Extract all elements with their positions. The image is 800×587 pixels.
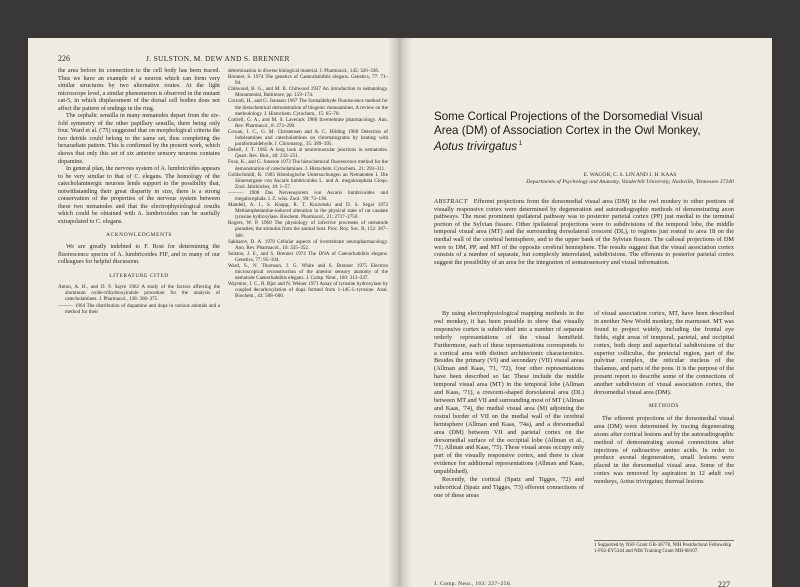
- literature-cited-heading: LITERATURE CITED: [109, 272, 169, 279]
- left-page-number: 226: [58, 54, 70, 63]
- body-paragraph: Recently, the cortical (Spatz and Tigges, '72) and subcortical (Spatz and Tigges, '73) efferent connections of one of these areas: [434, 476, 584, 499]
- author-block: [520, 172, 740, 186]
- reference: Fuxe, K., and G. Jonsson 1973 The histochemical fluorescence method for the demonstration of catecholamines. J. Histochem. Cytochem., 21: 293–311.: [228, 159, 388, 172]
- reference: determination in diverse biological material. J. Pharmacol., 145: 326–336.: [228, 68, 380, 74]
- reference: Ward, S., N. Thomson, J. G. White and S. Brenner 1975 Electron microscopical reconstruction of the anterior sensory anatomy of the nematode Caenorhabditis elegans. J. Comp. Neur., 160: 313–337.: [228, 263, 388, 282]
- right-page: [400, 38, 772, 587]
- left-running-head: J. SULSTON, M. DEW AND S. BRENNER: [146, 54, 290, 63]
- reference: Sakharov, D. A. 1970 Cellular aspects of invertebrate neuropharmacology. Ann. Rev. Pharmacol., 10: 335–352.: [228, 238, 388, 251]
- reference: Cowan, I. C., G. M. Christensen and A. C. Hilding 1968 Detection of indoleamines and catecholamines on chromatograms by heating with paraformaldehyde. J. Chromatog., 35: 389–395.: [228, 128, 388, 148]
- affiliation: Departments of Psychology and Anatomy, Vanderbilt University, Nashville, Tennessee 37240: [526, 179, 734, 185]
- body-paragraph: of visual association cortex, MT, have been described in another New World monkey, the marmoset. MT was found to project widely, including the frontal eye fields, eight areas of temporal, parietal, and occipital cortex, both deep and superficial subdivisions of the superior colliculus, the pretectal region, part of the pulvinar complex, the reticular nucleus of the thalamus, and parts of the pons. It is the purpose of the present report to describe some of the connections of another subdivision of visual association cortex, the dorsomedial visual area (DM).: [594, 310, 734, 397]
- body-paragraph: In general plan, the nervous system of A. lumbricoides appears to be very similar to that of C. elegans. The homology of the catecholaminergic neurons lends support to the possibility that, notwithstanding their great disparity in size, there is a strong conservation of the properties of the nervous system between these two nematodes and that the electrophysiological results which could be obtained with A. lumbricoides can be usefully extrapolated to C. elegans.: [58, 166, 220, 225]
- reference: Brenner, S. 1974 The genetics of Caenorhabditis elegans. Genetics, 77: 71–94.: [228, 74, 388, 87]
- right-column-2: [594, 310, 734, 486]
- reference: Debell, J. T. 1965 A long look at neuromuscular junctions in nematodes. Quart. Rev. Biol., 40: 233–251.: [228, 147, 388, 160]
- authors: E. WAGOR, C. S. LIN AND J. H. KAAS: [583, 172, 677, 178]
- acknowledgments-heading: ACKNOWLEDGMENTS: [106, 232, 172, 239]
- article-title-species: Aotus trivirgatus: [434, 139, 518, 153]
- article-title-main: Some Cortical Projections of the Dorsomedial Visual Area (DM) of Association Cortex in the Owl Monkey,: [434, 110, 703, 137]
- reference: Waymire, J. C., R. Bjur and N. Weiner 1971 Assay of tyrosine hydroxylase by coupled decarboxylation of dopa formed from 1-14C-L-tyrosine. Anal. Biochem., 43: 588–600.: [228, 281, 388, 300]
- left-column-2: [228, 68, 388, 300]
- reference: Chitwood, B. G., and M. B. Chitwood 1937 An introduction to nematology. Monumental, Baltimore, pp. 159–174.: [228, 86, 388, 99]
- left-page: [28, 38, 400, 587]
- article-title: [434, 110, 724, 153]
- footnote: 1 Supported by NSF Grant GB-36778, NIH Postdoctoral Fellowship 1-F02-EY5344 and NIH Training Grant MH-08107.: [594, 540, 734, 555]
- acknowledgments-text: We are greatly indebted to F. Rost for determining the fluorescence spectra of A. lumbricoides FIF, and to many of our colleagues for helpful discussion.: [58, 244, 220, 266]
- abstract-label: ABSTRACT: [434, 198, 468, 205]
- reference: Anton, A. H., and D. F. Sayre 1962 A study of the factors affecting the aluminum oxide-trihydroxyindole procedure for the analysis of catecholamines. J. Pharmacol., 138: 360–375.: [58, 284, 220, 303]
- abstract: [434, 198, 734, 266]
- reference: Corrodi, H., and G. Jonsson 1967 The formaldehyde fluorescence method for the histochemical demonstration of biogenic monoamines. A review on the methodology. J. Histochem. Cytochem., 15: 65–78.: [228, 98, 388, 117]
- body-paragraph: By using electrophysiological mapping methods in the owl monkey, it has been possible to show that visually responsive cortex is subdivided into a number of separate orderly representations of the visual hemifield. Furthermore, each of these representations corresponds to a cortical area with distinct architectonic characteristics. Besides the primary (VI) and secondary (VII) visual areas (Allman and Kaas, '71, '72), four other representations have been described so far. These include the middle temporal visual area (MT) in the temporal lobe (Allman and Kaas, '71), a crescent-shaped dorsolateral area (DL) between MT and VII and surrounding most of MT (Allman and Kaas, '74), the medial visual area (M) adjoining the rostral border of VII on the medial wall of the cerebral hemisphere (Allman and Kaas, '74a), and a dorsomedial area (DM) between VII and parietal cortex on the dorsomedial surface of the occipital lobe (Allman et al., '71; Allman and Kaas, '75). These visual areas occupy only part of the visually responsive cortex, and there is clear evidence for additional representations (Allman and Kaas, unpublished).: [434, 310, 584, 476]
- reference: Sulston, J. E., and S. Brenner 1974 The DNA of Caenorhabditis elegans. Genetics, 77: 95–104.: [228, 250, 388, 263]
- journal-reference: J. Comp. Neur., 163: 227–250.: [434, 581, 512, 587]
- reference: Cottrell, G. A., and M. S. Laverack 1968 Invertebrate pharmacology. Ann. Rev. Pharmacol., 8: 273–298.: [228, 116, 388, 129]
- right-page-number: 227: [718, 580, 730, 587]
- reference: ——— 1908 Das Nervensystem von Ascaris lumbricoides und megalocephala. I. Z. wiss. Zool., 90: 73–136.: [228, 189, 388, 202]
- right-column-1: [434, 310, 584, 500]
- reference: ——— 1964 The distribution of dopamine and dopa in various animals and a method for their: [58, 302, 220, 315]
- methods-text: The efferent projections of the dorsomedial visual area (DM) were determined by tracing degenerating axons after cortical lesions and by the autoradiographic method of demonstrating axonal connections after injections of radioactive amino acids. In order to produce axonal degeneration, small lesions were placed in the dorsomedial visual area. Some of the cortex was removed by aspiration in 12 adult owl monkeys, Aotus trivirgatus; thermal lesions: [594, 414, 734, 486]
- title-footnote-mark: 1: [517, 140, 523, 147]
- left-column-1: [58, 68, 220, 315]
- reference: Rogers, W. P. 1960 The physiology of infective processes of nematode parasites; the stimulus from the animal host. Proc. Roy. Soc. B, 152: 367–386.: [228, 220, 388, 239]
- reference: Goldschmidt, R. 1903 Histologische Untersuchungen an Nematoden I. Die Sinnesorgane von Ascaris lumbricoides L. und A. megalocephala Cloqu. Zool. Jahrbücher, 18: 1–57.: [228, 171, 388, 190]
- body-paragraph: the area before its connection to the cell body has been traced. Thus we have an example of a neuron which can form very similar structures by two alternative routes. At the light microscope level, a similar phenomenon is observed in the mutant cat-5, in which displacement of the dorsal cell bodies does not affect the pattern of endings in the ring.: [58, 68, 220, 112]
- body-paragraph: The cephalic sensilla in many nematodes depart from the six-fold symmetry of the other papillary sensilla, there being only four. Ward et al. ('75) suggested that on morphological criteria the two deirids could belong to the same set, thus completing the hexaradiate pattern. This is confirmed by the present work, which shows that only this set of six anterior sensory neurons contains dopamine.: [58, 113, 220, 165]
- abstract-text: Efferent projections from the dorsomedial visual area (DM) in the owl monkey to other portions of visually responsive cortex were determined by degeneration and autoradiographic methods of demonstrating axon pathways. The most prominent ipsilateral pathway was to posterior parietal cortex (PP) just medial to the terminal portion of the Sylvian fissure. Other ipsilateral projections were to subdivisions of the temporal lobe, the middle temporal visual area (MT) and the surrounding dorsolateral crescent (DL), to regions just rostral to area 18 on the medial wall of the cerebral hemisphere, and to the upper bank of the Sylvian fissure. The callosal projections of DM were to DM, PP, and MT of the opposite cerebral hemisphere. The results suggest that the visual association cortex consists of a number of separate, but complexly interrelated, subdivisions. The efferents to posterior parietal cortex suggest the possibility of an area for the integration of somatosensory and visual information.: [434, 198, 734, 266]
- reference: Mandell, A. J., S. Knapp, R. T. Kuczenski and D. S. Segal 1972 Methamphetamine-induced alteration in the physical state of rat caudate tyrosine hydroxylase. Biochem. Pharmacol., 21: 2737–2750.: [228, 202, 388, 221]
- methods-heading: METHODS: [648, 402, 680, 409]
